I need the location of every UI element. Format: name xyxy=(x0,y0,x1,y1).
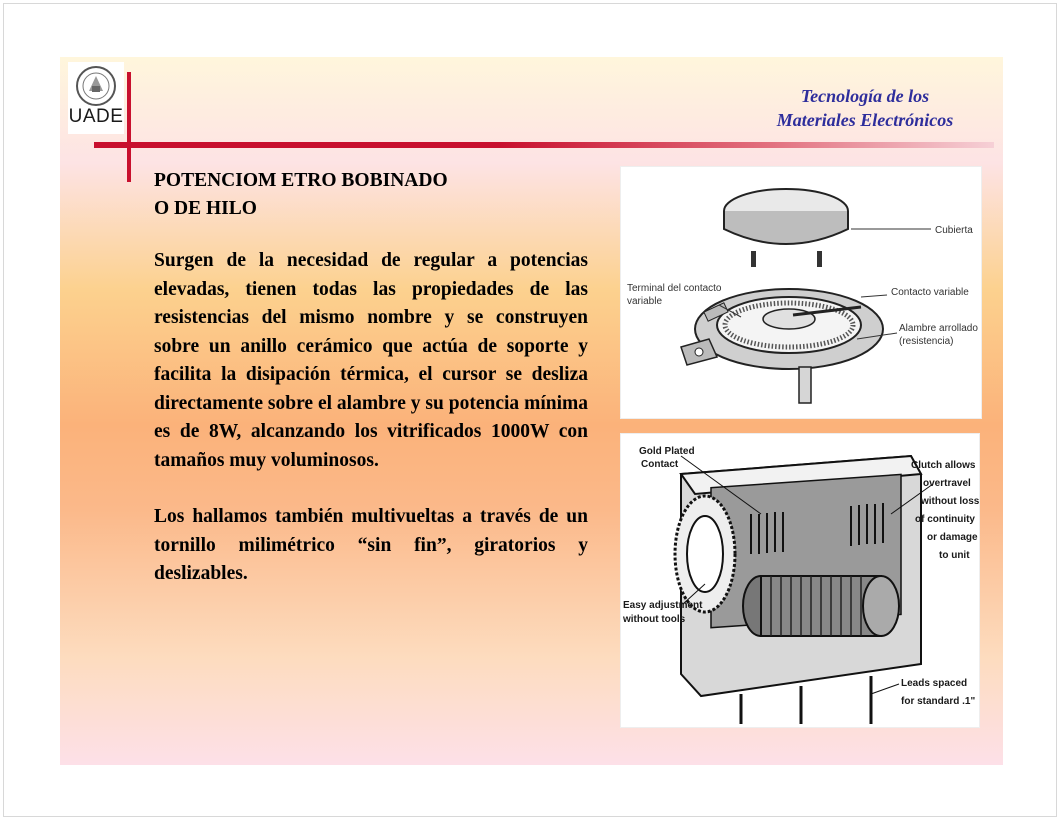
label-leads-2: for standard .1" xyxy=(901,696,976,707)
label-clutch-3: without loss xyxy=(921,496,979,507)
university-seal-icon xyxy=(73,64,119,108)
label-clutch-1: Clutch allows xyxy=(911,460,976,471)
label-alambre-2: (resistencia) xyxy=(899,336,954,347)
logo-text: UADE xyxy=(68,106,124,127)
red-horizontal-rule xyxy=(94,142,994,148)
label-clutch-2: overtravel xyxy=(923,478,971,489)
slide-heading xyxy=(154,167,588,223)
label-gold-1: Gold Plated xyxy=(639,446,695,457)
label-easy-2: without tools xyxy=(623,614,686,625)
slide-heading-line2: O DE HILO xyxy=(154,198,257,219)
slide-content xyxy=(154,167,588,589)
label-clutch-4: of continuity xyxy=(915,514,975,525)
course-title-line2: Materiales Electrónicos xyxy=(776,110,954,130)
label-clutch-5: or damage xyxy=(927,532,978,543)
red-vertical-rule xyxy=(127,72,131,182)
label-terminal-2: variable xyxy=(627,296,663,307)
label-leads-1: Leads spaced xyxy=(901,678,968,689)
potentiometer-exploded-diagram xyxy=(620,166,982,419)
course-title-line1: Tecnología de los xyxy=(800,86,930,106)
label-gold-2: Contact xyxy=(641,459,679,470)
label-alambre-1: Alambre arrollado xyxy=(899,323,978,334)
label-terminal-1: Terminal del contacto xyxy=(627,283,722,294)
multiturn-trimmer-cutaway xyxy=(620,433,980,728)
university-logo xyxy=(68,62,124,134)
body-paragraph-2: Los hallamos también multivueltas a través de un tornillo milimétrico “sin fin”, giratorios y deslizables. xyxy=(154,506,588,584)
label-cubierta: Cubierta xyxy=(935,225,973,236)
course-title xyxy=(740,84,990,132)
body-paragraph-1: Surgen de la necesidad de regular a potencias elevadas, tienen todas las propiedades de las resistencias del mismo nombre y se construyen sobre un anillo cerámico que actúa de soporte y facilita la disipación térmica, el cursor se desliza directamente sobre el alambre y su potencia mínima es de 8W, alcanzando los vitrificados 1000W con tamaños muy voluminosos. xyxy=(154,250,588,471)
label-easy-1: Easy adjustment xyxy=(623,600,703,611)
label-clutch-6: to unit xyxy=(939,550,970,561)
label-contacto: Contacto variable xyxy=(891,287,969,298)
slide-heading-line1: POTENCIOM ETRO BOBINADO xyxy=(154,170,448,191)
